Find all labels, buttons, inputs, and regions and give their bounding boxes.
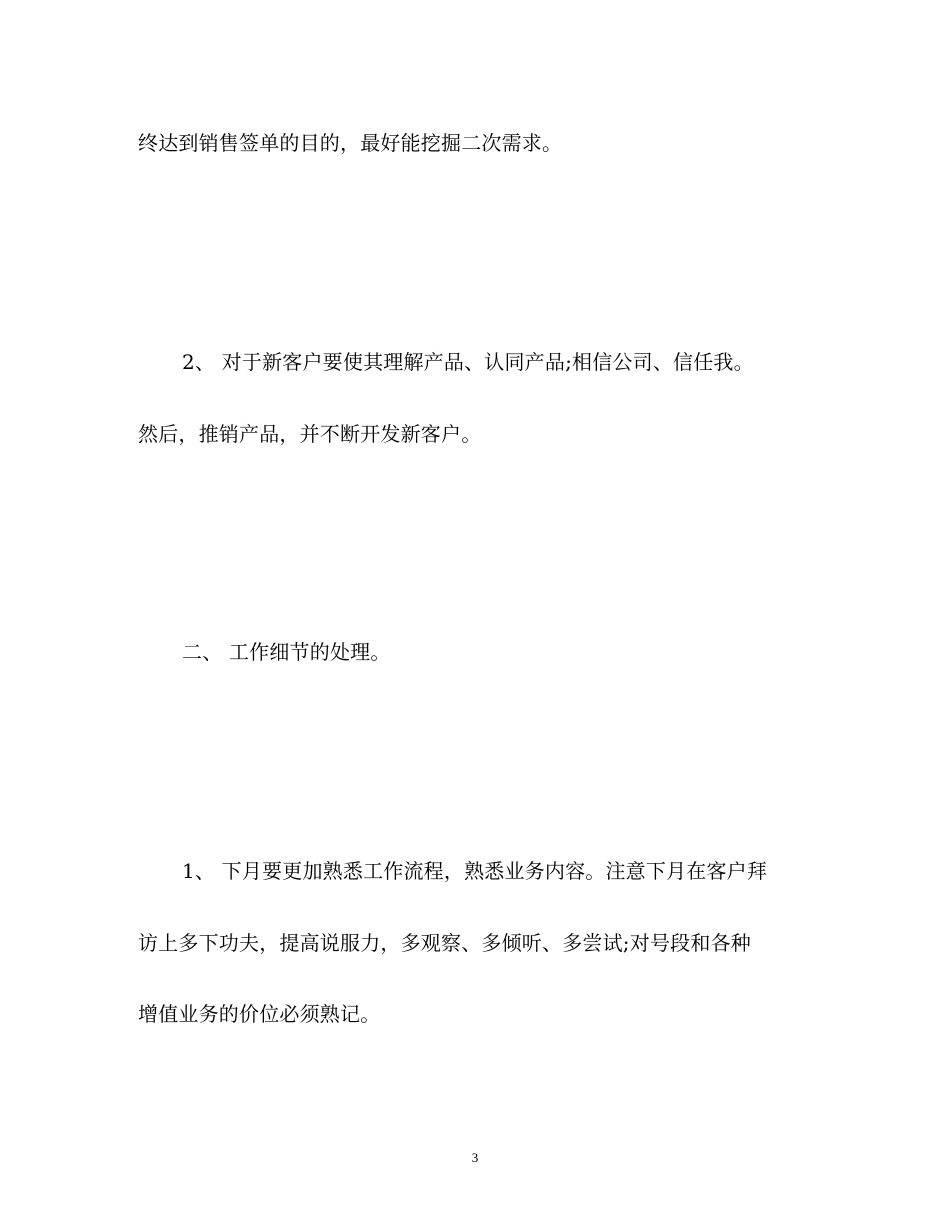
paragraph-line-1: 终达到销售签单的目的，最好能挖掘二次需求。: [138, 131, 563, 155]
page-number: 3: [471, 1150, 479, 1165]
paragraph-line-4: 1、 下月要更加熟悉工作流程，熟悉业务内容。注意下月在客户拜: [182, 859, 768, 883]
section-heading: 二、 工作细节的处理。: [182, 640, 391, 664]
paragraph-line-3: 然后，推销产品，并不断开发新客户。: [138, 422, 482, 446]
paragraph-line-2: 2、 对于新客户要使其理解产品、认同产品;相信公司、信任我。: [182, 350, 754, 374]
paragraph-line-5: 访上多下功夫，提高说服力，多观察、多倾听、多尝试;对号段和各种: [138, 931, 751, 955]
paragraph-line-6: 增值业务的价位必须熟记。: [138, 1002, 381, 1026]
